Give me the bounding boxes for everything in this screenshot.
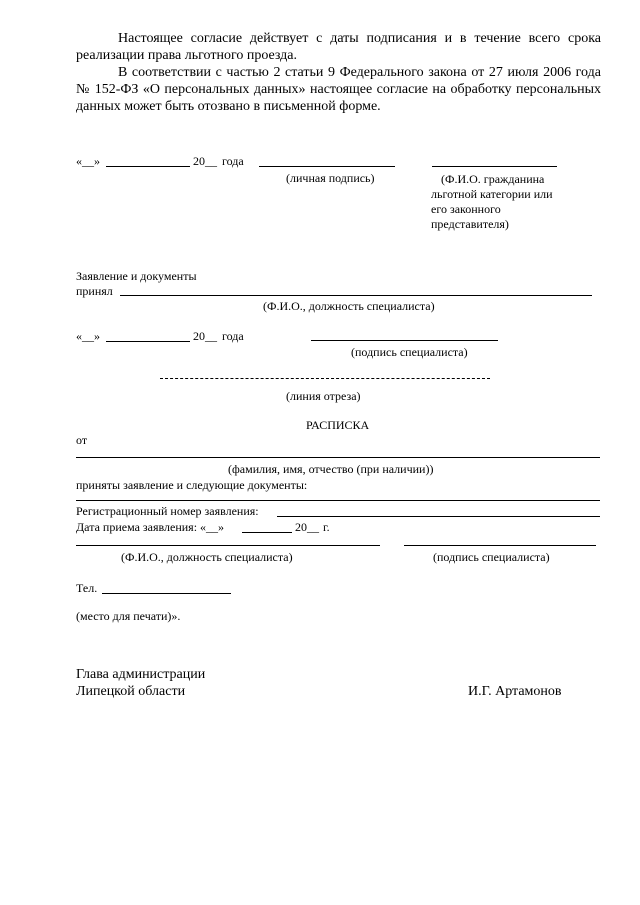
receipt-date-month-line[interactable] [242,532,292,533]
receipt-accepted-text: приняты заявление и следующие документы: [76,478,308,492]
receipt-name-line[interactable] [76,457,600,458]
receipt-specialist-caption: (Ф.И.О., должность специалиста) [121,550,293,564]
consent-date-year: 20__ [193,154,217,168]
phone-line[interactable] [102,593,231,594]
receipt-date-label: Дата приема заявления: «__» [76,520,225,534]
phone-label: Тел. [76,581,98,595]
specialist-name-caption: (Ф.И.О., должность специалиста) [263,299,435,313]
cut-line-caption: (линия отреза) [286,389,361,403]
receipt-date-year: 20__ [295,520,319,534]
citizen-name-caption-3: его законного [431,202,501,216]
receipt-name-caption: (фамилия, имя, отчество (при наличии)) [228,462,434,476]
receipt-specialist-line[interactable] [76,545,380,546]
receipt-signature-line[interactable] [404,545,596,546]
citizen-name-caption-2: льготной категории или [431,187,553,201]
acceptance-date-day: «__» [76,329,100,343]
consent-date-word: года [222,154,244,168]
personal-signature-line[interactable] [259,166,395,167]
footer-position-1: Глава администрации [76,667,206,682]
consent-date-month-line[interactable] [106,166,190,167]
citizen-name-line[interactable] [432,166,557,167]
reg-number-line[interactable] [277,516,600,517]
citizen-name-caption-4: представителя) [431,217,509,231]
acceptance-label-2: принял [76,284,113,298]
citizen-name-caption-1: (Ф.И.О. гражданина [441,172,545,186]
intro-paragraph-1: Настоящее согласие действует с даты подписания и в течение всего срока реализации права льготного проезда. [76,31,601,63]
consent-date-day: «__» [76,154,100,168]
specialist-signature-line[interactable] [311,340,498,341]
receipt-from-label: от [76,433,88,447]
stamp-placeholder: (место для печати)». [76,609,181,623]
footer-position-2: Липецкой области [76,684,186,699]
acceptance-label-1: Заявление и документы [76,269,197,283]
intro-paragraph-2: В соответствии с частью 2 статьи 9 Федерального закона от 27 июля 2006 года № 152-ФЗ «О персональных данных» настоящее согласие на обработку персональных данных может быть отозвано в письменной форме. [76,65,601,114]
acceptance-date-month-line[interactable] [106,341,190,342]
acceptance-date-year: 20__ [193,329,217,343]
cut-line [160,378,490,379]
receipt-documents-line[interactable] [76,500,600,501]
footer-signatory-name: И.Г. Артамонов [468,684,562,699]
receipt-signature-caption: (подпись специалиста) [433,550,550,564]
specialist-name-line[interactable] [120,295,592,296]
intro-text [76,30,601,115]
acceptance-date-word: года [222,329,244,343]
receipt-title: РАСПИСКА [306,418,370,432]
personal-signature-caption: (личная подпись) [286,171,375,185]
specialist-signature-caption: (подпись специалиста) [351,345,468,359]
reg-number-label: Регистрационный номер заявления: [76,504,259,518]
receipt-date-suffix: г. [323,520,330,534]
